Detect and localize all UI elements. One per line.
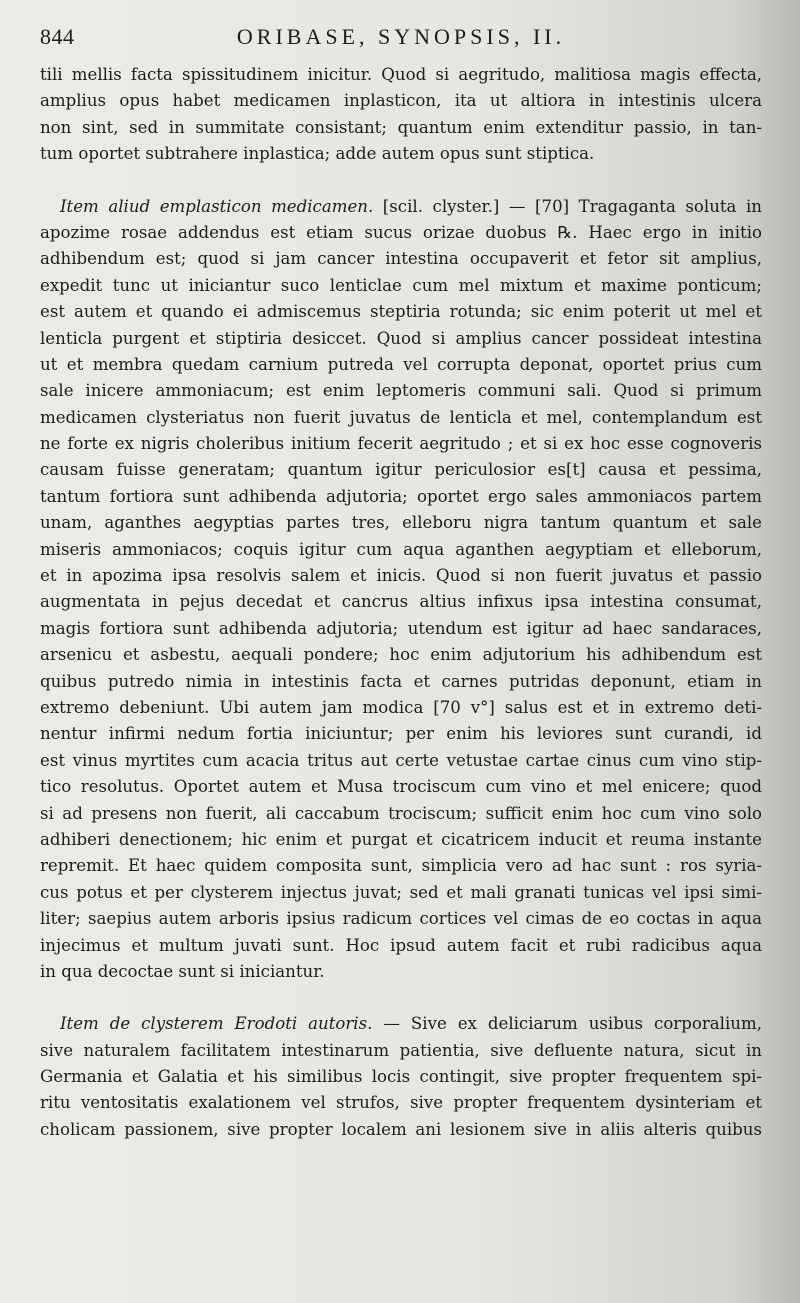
running-title: ORIBASE, SYNOPSIS, II. — [236, 24, 566, 49]
text-line: arsenicu et asbestu, aequali pondere; hoc enim adjutorium his adhibendum est — [40, 645, 762, 665]
text-line: miseris ammoniacos; coquis igitur cum aqua aganthen aegyptiam et elleborum, — [40, 539, 762, 559]
text-line: sive naturalem facilitatem intestinarum patientia, sive defluente natura, sicut in — [40, 1040, 762, 1060]
text-line: amplius opus habet medicamen inplasticon, ita ut altiora in intestinis ulcera — [40, 91, 762, 111]
paragraph-gap — [40, 168, 762, 194]
text-line: si ad presens non fuerit, ali caccabum trociscum; sufficit enim hoc cum vino solo — [40, 803, 762, 823]
text-line: injecimus et multum juvati sunt. Hoc ipsud autem facit et rubi radicibus aqua — [40, 935, 762, 955]
text-line: augmentata in pejus decedat et cancrus altius infixus ipsa intestina consumat, — [40, 592, 762, 612]
page-number: 844 — [40, 24, 75, 49]
page-header — [40, 24, 762, 58]
text-line: nentur infirmi nedum fortia iniciuntur; per enim his leviores sunt curandi, id — [40, 724, 762, 744]
text-line: tili mellis facta spissitudinem inicitur. Quod si aegritudo, malitiosa magis effecta, — [40, 65, 762, 84]
text-line: liter; saepius autem arboris ipsius radicum cortices vel cimas de eo coctas in aqua — [40, 909, 762, 929]
paragraph-1 — [40, 62, 762, 168]
text-line: extremo debeniunt. Ubi autem jam modica [70 v°] salus est et in extremo deti- — [40, 697, 762, 717]
text-line: adhiberi denectionem; hic enim et purgat et cicatricem inducit et reuma instante — [40, 829, 762, 849]
text-line: ritu ventositatis exalationem vel strufos, sive propter frequentem dysinteriam et — [40, 1093, 762, 1113]
text-line: est vinus myrtites cum acacia tritus aut certe vetustae cartae cinus cum vino stip- — [40, 750, 762, 770]
text-line: est autem et quando ei admiscemus steptiria rotunda; sic enim poterit ut mel et — [40, 302, 762, 322]
section-heading: Item de clysterem Erodoti autoris. — [60, 1014, 373, 1034]
text-run: — Sive ex deliciarum usibus corporalium, — [372, 1014, 762, 1034]
text-line: cholicam passionem, sive propter localem ani lesionem sive in aliis alteris quibus — [40, 1119, 762, 1139]
text-line: Germania et Galatia et his similibus locis contingit, sive propter frequentem spi- — [40, 1067, 762, 1087]
text-line: quibus putredo nimia in intestinis facta et carnes putridas deponunt, etiam in — [40, 671, 762, 691]
text-line: ne forte ex nigris choleribus initium fecerit aegritudo ; et si ex hoc esse cognoveris — [40, 434, 762, 454]
text-line: cus potus et per clysterem injectus juvat; sed et mali granati tunicas vel ipsi simi- — [40, 882, 762, 902]
text-line: tantum fortiora sunt adhibenda adjutoria; oportet ergo sales ammoniacos partem — [40, 486, 762, 506]
text-line: repremit. Et haec quidem composita sunt, simplicia vero ad hac sunt : ros syria- — [40, 856, 762, 876]
text-line: lenticla purgent et stiptiria desiccet. Quod si amplius cancer possideat intestina — [40, 328, 762, 348]
text-line: tico resolutus. Oportet autem et Musa trociscum cum vino et mel enicere; quod — [40, 777, 762, 797]
text-line: non sint, sed in summitate consistant; quantum enim extenditur passio, in tan- — [40, 117, 762, 137]
text-line: causam fuisse generatam; quantum igitur periculosior es[t] causa et pessima, — [40, 460, 762, 480]
text-line — [40, 194, 762, 220]
text-line: expedit tunc ut iniciantur suco lenticlae cum mel mixtum et maxime ponticum; — [40, 275, 762, 295]
text-line: medicamen clysteriatus non fuerit juvatus de lenticla et mel, contemplandum est — [40, 407, 762, 427]
paragraph-3 — [40, 1011, 762, 1143]
text-line: unam, aganthes aegyptias partes tres, elleboru nigra tantum quantum et sale — [40, 513, 762, 533]
paragraph-gap — [40, 985, 762, 1011]
text-line: apozime rosae addendus est etiam sucus orizae duobus ℞. Haec ergo in initio — [40, 222, 762, 242]
text-line: tum oportet subtrahere inplastica; adde autem opus sunt stiptica. — [40, 144, 595, 164]
text-line: magis fortiora sunt adhibenda adjutoria; utendum est igitur ad haec sandaraces, — [40, 618, 762, 638]
text-line: et in apozima ipsa resolvis salem et inicis. Quod si non fuerit juvatus et passio — [40, 566, 762, 586]
text-line: in qua decoctae sunt si iniciantur. — [40, 961, 325, 981]
section-heading: Item aliud emplasticon medicamen. — [60, 196, 374, 216]
text-run: [scil. clyster.] — [70] Tragaganta soluta in — [373, 196, 762, 216]
text-line: adhibendum est; quod si jam cancer intestina occupaverit et fetor sit amplius, — [40, 249, 762, 269]
text-line: ut et membra quedam carnium putreda vel corrupta deponat, oportet prius cum — [40, 354, 762, 374]
text-line: sale inicere ammoniacum; est enim leptomeris communi sali. Quod si primum — [40, 381, 762, 401]
paragraph-2 — [40, 194, 762, 986]
text-line — [40, 1011, 762, 1037]
